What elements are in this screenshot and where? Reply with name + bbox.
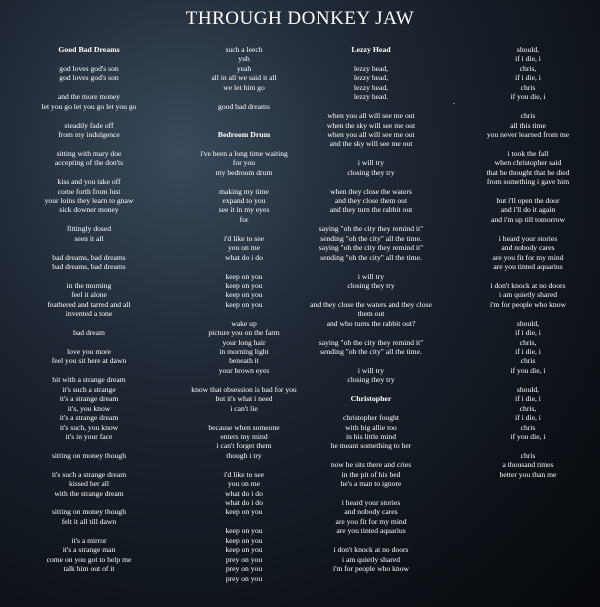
lyric-line: come forth from lust	[57, 186, 121, 196]
lyric-line: when the sky will see me out	[326, 120, 416, 130]
lyric-line: keep on you	[225, 290, 263, 300]
stanza-break	[175, 262, 313, 271]
lyric-line: my bedroom drum	[215, 167, 273, 177]
stanza-break	[20, 460, 158, 469]
lyric-line: for you	[232, 158, 256, 168]
lyric-line: and they close them out	[334, 196, 408, 205]
lyric-line: seen it all	[74, 233, 104, 243]
lyric-line: when you all will see me out	[327, 129, 415, 139]
lyric-line: love you more	[67, 347, 111, 356]
lyric-line: keep on you	[225, 271, 263, 281]
stanza-break	[468, 272, 588, 281]
lyric-line: when christopher said	[494, 158, 562, 168]
lyric-line: in his little mind	[346, 431, 396, 441]
stanza-break	[20, 526, 158, 535]
lyrics-column-2	[175, 45, 313, 583]
lyric-line: it's a mirror	[71, 535, 107, 545]
lyric-line: for	[239, 214, 249, 224]
lyric-line: keep on you	[225, 545, 263, 555]
lyric-line: and the sky will see me out	[329, 139, 413, 149]
stanza-break	[175, 92, 313, 101]
song-title: Lezzy Head	[351, 45, 391, 54]
lyric-line: but i'll open the door	[496, 196, 560, 205]
stanza-break	[175, 309, 313, 318]
lyric-line: it's such a strange dream	[51, 469, 127, 479]
lyric-line: if i die, i	[515, 394, 541, 404]
stanza-break	[20, 366, 158, 375]
lyric-line: i'd like to see	[224, 469, 264, 479]
lyric-line: saying "oh the city they remind it"	[318, 224, 424, 234]
lyric-line: are you tinted aquarius	[493, 262, 563, 272]
lyric-line: bad dreams, bad dreams	[52, 252, 126, 262]
stanza-break	[20, 319, 158, 328]
lyric-line: and nobody cares	[501, 243, 555, 253]
stanza-break	[302, 54, 440, 63]
lyric-line: if i die, i	[515, 328, 541, 338]
lyric-line: it's in your face	[65, 431, 113, 441]
lyric-line: all in all we said it all	[211, 73, 277, 83]
lyric-line: talk him out of it	[63, 564, 115, 574]
stray-dot: .	[453, 97, 455, 106]
lyric-line: chris	[520, 356, 536, 366]
lyric-line: know that obsession is bad for you	[191, 384, 297, 394]
lyric-line: see it in my eyes	[218, 205, 270, 215]
lyric-line: sending "oh the city" all the time.	[320, 347, 422, 356]
lyric-line: lezzy head.	[353, 92, 389, 102]
lyric-line: i'm for people who know	[489, 299, 567, 309]
lyric-line: christopher fought	[343, 413, 399, 423]
lyric-line: i don't knock at no doors	[333, 545, 409, 555]
lyric-line: i will try	[357, 158, 385, 168]
lyric-line: it's a strange man	[62, 545, 116, 555]
lyric-line: picture you on the farm	[208, 328, 280, 338]
lyric-line: steadily fade off	[64, 120, 114, 130]
stanza-break	[468, 102, 588, 111]
lyric-line: he meant something to her	[330, 441, 412, 451]
stanza-break	[175, 139, 313, 148]
lyric-line: now he sits there and cries	[330, 460, 412, 470]
lyrics-column-1	[20, 45, 158, 574]
lyric-line: keep on you	[225, 526, 263, 536]
stanza-break	[175, 413, 313, 422]
lyric-line: i heard your stories	[498, 233, 558, 243]
stanza-break	[20, 441, 158, 450]
lyric-line: keep on you	[225, 280, 263, 290]
lyric-line: i'm for people who know	[332, 564, 410, 574]
stanza-break	[302, 177, 440, 186]
stanza-break	[302, 356, 440, 365]
stanza-break	[468, 375, 588, 384]
lyric-line: your loins they learn to gnaw	[44, 196, 134, 205]
song-title: Good Bad Dreams	[58, 45, 120, 54]
lyric-line: that he thought that he died	[486, 167, 570, 177]
lyric-line: it's such a strange	[62, 384, 116, 394]
lyric-line: prey on you	[225, 573, 263, 583]
stanza-break	[20, 215, 158, 224]
lyric-line: lezzy head,	[353, 63, 389, 73]
lyric-line: god loves god's son	[59, 63, 119, 73]
stanza-break	[175, 121, 313, 130]
lyric-line: chris	[520, 422, 536, 432]
lyric-line: fittingly dosed	[66, 224, 112, 234]
lyric-line: i took the fall	[507, 148, 549, 158]
lyric-line: should,	[516, 318, 540, 328]
lyrics-column-4	[468, 45, 588, 479]
lyric-line: let you go let you go let you go	[41, 101, 137, 111]
stanza-break	[468, 139, 588, 148]
stanza-break	[468, 309, 588, 318]
lyric-line: lezzy head,	[353, 82, 389, 92]
stanza-break	[302, 215, 440, 224]
lyric-line: are you fit for my mind	[492, 252, 564, 262]
lyric-line: bad dreams, bad dreams	[52, 262, 126, 272]
lyric-line: when you all will see me out	[327, 111, 415, 121]
stanza-break	[468, 224, 588, 233]
lyric-line: keep on you	[225, 535, 263, 545]
lyric-line: good bad dreams	[218, 101, 270, 111]
lyric-line: when they close the waters	[330, 186, 412, 196]
lyric-line: felt it all till dawn	[61, 516, 117, 526]
lyric-line: bad dream	[73, 328, 105, 338]
lyric-line: it's a strange dream	[59, 394, 119, 404]
lyric-line: wake up	[231, 318, 257, 328]
stanza-break	[20, 272, 158, 281]
lyric-line: you never learned from me	[486, 129, 570, 139]
lyric-line: feel you sit here at dawn	[51, 356, 127, 366]
lyric-line: lezzy head,	[353, 73, 389, 83]
lyric-line: chris	[520, 111, 536, 121]
lyric-line: such a leech	[225, 45, 263, 54]
lyric-line: and the more money	[57, 92, 121, 102]
lyric-line: you on me	[227, 479, 261, 489]
stanza-break	[20, 139, 158, 148]
lyric-line: saying "oh the city they remind it"	[318, 243, 424, 253]
stanza-break	[468, 187, 588, 196]
lyric-line: what do i do	[225, 498, 263, 507]
stanza-break	[302, 385, 440, 394]
lyric-line: chris	[520, 450, 536, 460]
lyric-line: with big allie too	[345, 422, 397, 432]
stanza-break	[302, 102, 440, 111]
lyric-line: hit with a strange dream	[52, 375, 126, 385]
lyric-line: i don't knock at no doors	[490, 280, 566, 290]
lyric-line: come on you got to help me	[46, 554, 132, 564]
stanza-break	[175, 111, 313, 120]
lyric-line: what do i do	[225, 488, 263, 498]
lyric-line: better you than me	[499, 469, 557, 479]
lyric-line: from my indulgence	[58, 129, 120, 139]
stanza-break	[302, 262, 440, 271]
stanza-break	[20, 243, 158, 252]
stanza-break	[302, 451, 440, 460]
lyric-line: chris,	[519, 63, 537, 73]
lyric-line: sitting with mary doe	[56, 148, 122, 158]
lyric-line: a thousand times	[502, 460, 554, 470]
lyric-line: it's such, you know	[59, 422, 119, 432]
lyric-line: i am quietly shared	[342, 554, 400, 564]
stanza-break	[302, 536, 440, 545]
lyric-line: because when someone	[208, 422, 280, 432]
lyric-line: chris,	[519, 403, 537, 413]
stanza-break	[175, 460, 313, 469]
stanza-break	[20, 168, 158, 177]
lyric-line: in the pit of his bed	[341, 469, 401, 479]
lyric-line: if i die, i	[515, 347, 541, 356]
song-title: Bedroom Drum	[217, 129, 271, 139]
lyric-line: i can't forget them	[216, 441, 272, 451]
lyric-line: are you tinted aquarius	[336, 526, 406, 536]
lyric-line: expand to you	[222, 196, 266, 205]
lyric-line: i've been a long time waiting	[200, 148, 288, 158]
lyric-line: it's a strange dream	[59, 413, 119, 423]
lyric-line: but it's what i need	[215, 394, 273, 404]
lyric-line: if i die, i	[515, 73, 541, 83]
lyric-line: yuh	[238, 54, 250, 64]
lyric-line: and i'm up till tomorrow	[491, 214, 565, 224]
stanza-break	[175, 517, 313, 526]
lyric-line: invented a tone	[65, 309, 113, 319]
lyric-line: i will try	[357, 271, 385, 281]
stanza-break	[175, 177, 313, 186]
lyric-line: prey on you	[225, 554, 263, 564]
lyric-line: and they turn the rabbit out	[329, 205, 413, 215]
lyric-line: i am quietly shared	[499, 290, 557, 300]
lyric-line: feathered and tarred and all	[47, 299, 131, 309]
lyric-line: beneath it	[229, 356, 259, 366]
lyric-line: prey on you	[225, 564, 263, 574]
lyric-line: yeah	[236, 63, 252, 73]
lyric-line: closing they try	[347, 375, 395, 385]
lyric-line: and who turns the rabbit out?	[326, 318, 416, 328]
lyrics-column-3	[302, 45, 440, 574]
lyric-line: we let him go	[223, 82, 265, 92]
song-title: Christopher	[350, 394, 392, 404]
stanza-break	[175, 375, 313, 384]
lyric-line: in the morning	[66, 280, 112, 290]
lyric-line: and they close the waters and they close	[310, 299, 432, 309]
lyric-line: if you die, i	[510, 92, 546, 102]
lyric-line: accepting of the don'ts	[54, 158, 124, 168]
stanza-break	[302, 328, 440, 337]
lyric-line: he's a man to ignore	[340, 479, 402, 489]
lyric-line: kissed her all	[68, 479, 110, 489]
stanza-break	[20, 338, 158, 347]
lyric-line: keep on you	[225, 507, 263, 517]
stanza-break	[302, 404, 440, 413]
lyric-line: your brown eyes	[218, 365, 270, 375]
lyric-line: saying "oh the city they remind it"	[318, 337, 424, 347]
lyric-line: are you fit for my mind	[335, 516, 407, 526]
lyric-line: keep on you	[225, 299, 263, 309]
stanza-break	[175, 224, 313, 233]
lyric-line: your long hair	[222, 337, 266, 347]
lyric-line: all this time	[510, 120, 546, 130]
lyric-line: sick downer money	[59, 205, 119, 215]
lyric-line: and i'll do it again	[500, 205, 556, 215]
lyric-line: chris,	[519, 337, 537, 347]
lyric-line: i'd like to see	[224, 233, 264, 243]
lyric-line: enters my mind	[220, 431, 268, 441]
lyric-line: i heard your stories	[341, 498, 401, 507]
lyric-line: making my time	[219, 186, 269, 196]
lyric-line: chris	[520, 82, 536, 92]
lyric-line: should,	[516, 384, 540, 394]
lyric-line: feel it alone	[71, 290, 107, 300]
lyric-line: if you die, i	[510, 431, 546, 441]
lyric-line: sending "oh the city" all the time.	[320, 233, 422, 243]
lyric-line: sitting on money though	[51, 450, 127, 460]
lyric-line: should,	[516, 45, 540, 54]
lyric-line: with the strange dream	[54, 488, 124, 498]
lyric-line: and nobody cares	[344, 507, 398, 517]
lyric-line: you on me	[227, 243, 261, 253]
stanza-break	[302, 149, 440, 158]
stanza-break	[20, 54, 158, 63]
lyric-line: i will try	[357, 365, 385, 375]
lyric-line: closing they try	[347, 280, 395, 290]
lyric-line: from something i gave him	[486, 177, 570, 187]
lyric-line: if you die, i	[510, 365, 546, 375]
lyric-line: if i die, i	[515, 54, 541, 64]
lyric-line: them out	[357, 309, 385, 319]
poster-title: THROUGH DONKEY JAW	[185, 8, 415, 29]
stanza-break	[302, 489, 440, 498]
stanza-break	[468, 441, 588, 450]
lyric-line: though i try	[226, 450, 262, 460]
stanza-break	[20, 83, 158, 92]
lyric-line: in morning light	[219, 347, 269, 356]
lyric-line: i can't lie	[230, 403, 258, 413]
lyric-line: kiss and you take off	[57, 177, 121, 187]
lyric-line: it's, you know	[67, 403, 111, 413]
stanza-break	[20, 498, 158, 507]
stanza-break	[302, 290, 440, 299]
lyric-line: what do i do	[225, 252, 263, 262]
stanza-break	[20, 111, 158, 120]
lyric-line: closing they try	[347, 167, 395, 177]
lyric-line: sending "oh the city" all the time.	[320, 252, 422, 262]
lyric-line: god loves god's son	[59, 73, 119, 83]
lyric-line: if i die, i	[515, 413, 541, 423]
lyric-line: sitting on money though	[51, 507, 127, 517]
